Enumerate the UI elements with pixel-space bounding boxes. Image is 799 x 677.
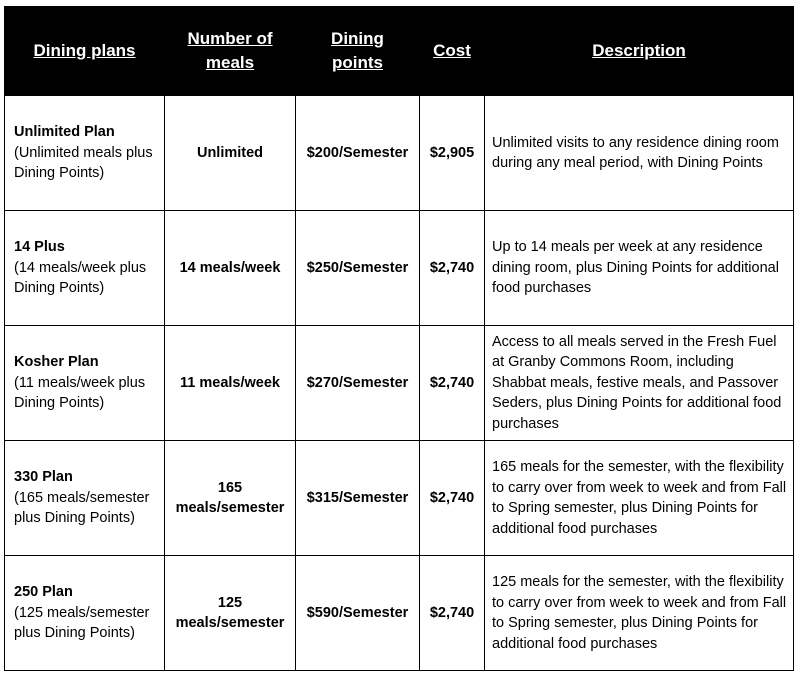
header-points-line1: Dining xyxy=(331,29,384,48)
plan-detail: (165 meals/semester plus Dining Points) xyxy=(14,489,150,527)
points-cell: $270/Semester xyxy=(296,326,420,441)
table-row xyxy=(5,96,794,211)
plan-name: 14 Plus xyxy=(14,239,65,256)
header-points-line2: points xyxy=(332,53,383,72)
header-cost: Cost xyxy=(420,7,485,96)
plan-cell xyxy=(5,96,165,211)
points-cell: $250/Semester xyxy=(296,211,420,326)
plan-name: Unlimited Plan xyxy=(14,124,115,141)
cost-cell: $2,740 xyxy=(420,211,485,326)
description-cell: Access to all meals served in the Fresh Fuel at Granby Commons Room, including Shabbat meals, festive meals, and Passover Seders, plus Dining Points for additional food purchases xyxy=(485,326,794,441)
plan-cell xyxy=(5,211,165,326)
table-header xyxy=(5,7,794,96)
cost-cell: $2,905 xyxy=(420,96,485,211)
plan-detail: (125 meals/semester plus Dining Points) xyxy=(14,604,150,642)
table-row xyxy=(5,211,794,326)
table-row xyxy=(5,326,794,441)
header-dining-plans: Dining plans xyxy=(5,7,165,96)
plan-name: Kosher Plan xyxy=(14,354,99,371)
header-number-of-meals xyxy=(165,7,296,96)
header-description: Description xyxy=(485,7,794,96)
description-cell: 125 meals for the semester, with the flexibility to carry over from week to week and from Fall to Spring semester, plus Dining Points for additional food purchases xyxy=(485,556,794,671)
plan-cell xyxy=(5,556,165,671)
table-row xyxy=(5,441,794,556)
cost-cell: $2,740 xyxy=(420,556,485,671)
header-dining-points xyxy=(296,7,420,96)
description-cell: Unlimited visits to any residence dining room during any meal period, with Dining Points xyxy=(485,96,794,211)
description-cell: 165 meals for the semester, with the flexibility to carry over from week to week and from Fall to Spring semester, plus Dining Points for additional food purchases xyxy=(485,441,794,556)
plan-cell xyxy=(5,441,165,556)
header-meals-line1: Number of xyxy=(187,29,273,48)
dining-plans-table xyxy=(4,6,794,671)
plan-detail: (11 meals/week plus Dining Points) xyxy=(14,374,146,412)
table-row xyxy=(5,556,794,671)
meals-cell: 14 meals/week xyxy=(165,211,296,326)
meals-cell: 125 meals/semester xyxy=(165,556,296,671)
plan-name: 330 Plan xyxy=(14,469,73,486)
meals-cell: 11 meals/week xyxy=(165,326,296,441)
cost-cell: $2,740 xyxy=(420,441,485,556)
plan-cell xyxy=(5,326,165,441)
points-cell: $200/Semester xyxy=(296,96,420,211)
description-cell: Up to 14 meals per week at any residence dining room, plus Dining Points for additional food purchases xyxy=(485,211,794,326)
plan-detail: (Unlimited meals plus Dining Points) xyxy=(14,144,153,182)
plan-detail: (14 meals/week plus Dining Points) xyxy=(14,259,147,297)
meals-cell: Unlimited xyxy=(165,96,296,211)
dining-plans-table-container xyxy=(4,6,794,671)
cost-cell: $2,740 xyxy=(420,326,485,441)
table-body xyxy=(5,96,794,671)
meals-cell: 165 meals/semester xyxy=(165,441,296,556)
points-cell: $315/Semester xyxy=(296,441,420,556)
header-meals-line2: meals xyxy=(205,53,255,72)
plan-name: 250 Plan xyxy=(14,584,73,601)
points-cell: $590/Semester xyxy=(296,556,420,671)
header-row xyxy=(5,7,794,96)
